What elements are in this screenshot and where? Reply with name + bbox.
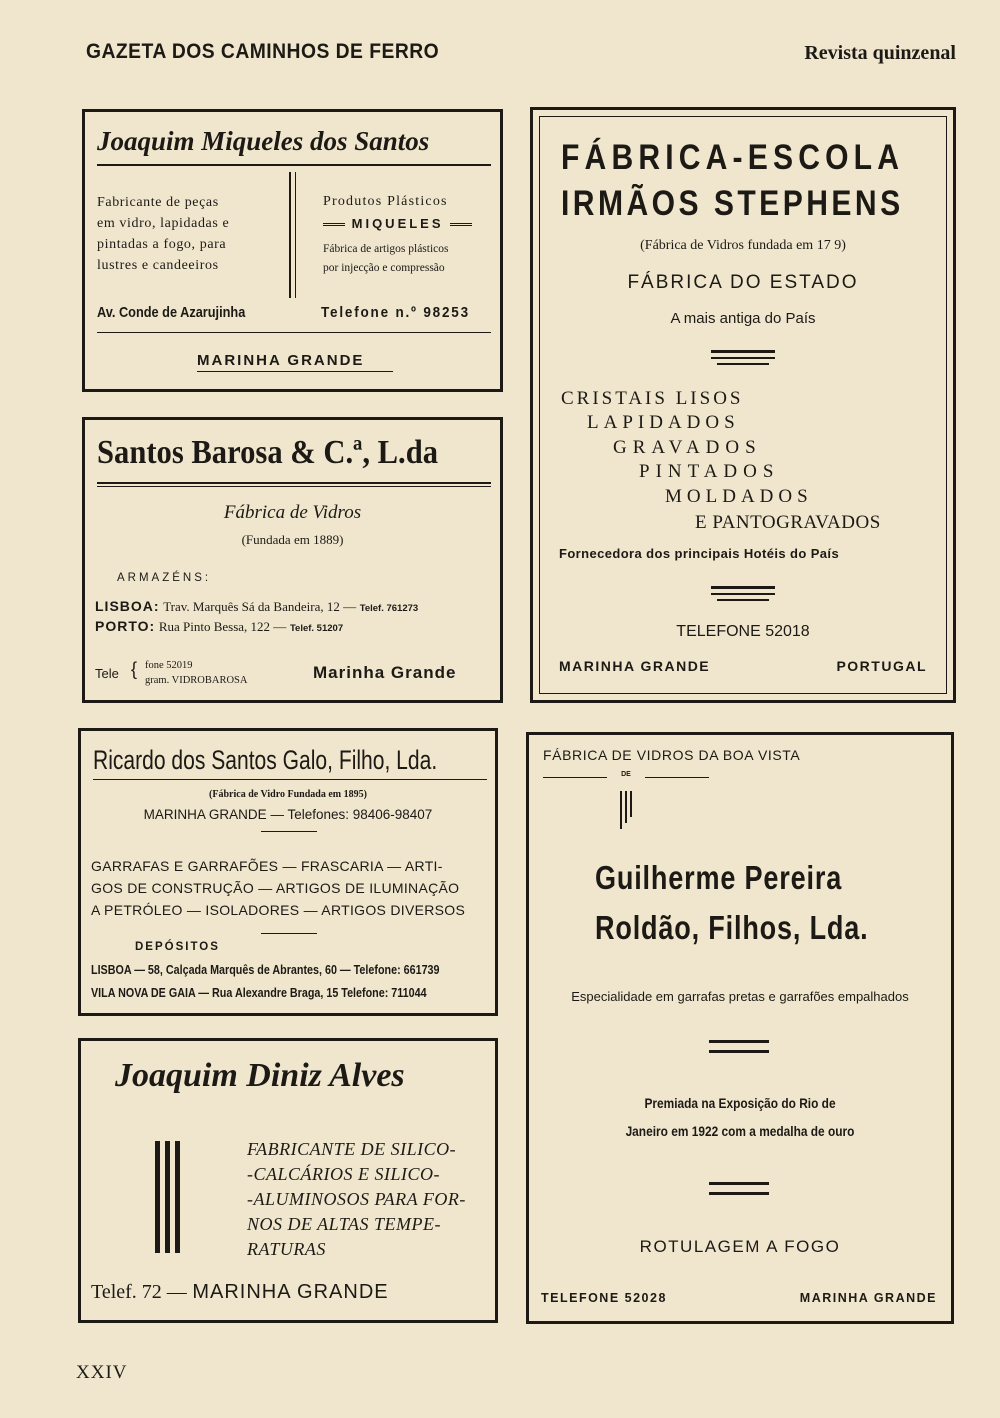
ad-joaquim-diniz-alves [78, 1038, 498, 1323]
ad-product-3: GRAVADOS [613, 437, 762, 458]
ad-name-line1: Guilherme Pereira [595, 859, 843, 896]
ad-founded: (Fundada em 1889) [241, 532, 344, 547]
ad-product-heading: Produtos Plásticos [323, 194, 448, 209]
bar-ornament [165, 1141, 170, 1253]
ornament-rule [709, 1050, 769, 1053]
ad-labeling: ROTULAGEM A FOGO [639, 1237, 841, 1256]
ornament-rule [711, 350, 775, 353]
divider [93, 779, 487, 780]
ad-award-line1: Premiada na Exposição do Rio de [644, 1095, 836, 1111]
ad-title-line1: FÁBRICA-ESCOLA [561, 138, 905, 177]
ad-product-6: E PANTOGRAVADOS [695, 512, 881, 533]
ad-address: Av. Conde de Azarujinha [97, 304, 246, 321]
ornament-rule [711, 593, 775, 595]
ad-product-4: PINTADOS [639, 461, 780, 482]
ad-warehouses-label: ARMAZÉNS: [117, 572, 212, 584]
ornament-rule [711, 586, 775, 589]
ornament-rule [711, 357, 775, 359]
short-rule [261, 831, 317, 832]
ad-name-line2: Roldão, Filhos, Lda. [595, 909, 869, 946]
ad-description: FABRICANTE DE SILICO- -CALCÁRIOS E SILICO- -ALUMINOSOS PARA FOR- NOS DE ALTAS TEMPE- RATURAS [247, 1139, 466, 1259]
ad-de: DE [621, 771, 631, 778]
ornament-rule [709, 1192, 769, 1195]
running-header-title: GAZETA DOS CAMINHOS DE FERRO [86, 40, 440, 63]
ad-location: MARINHA GRANDE [799, 1291, 937, 1305]
ad-phone: TELEFONE 52028 [541, 1291, 667, 1305]
ornament-rule [717, 363, 769, 365]
short-rule [261, 933, 317, 934]
ornament-rule [717, 599, 769, 601]
ad-footer: Telef. 72 — MARINHA GRANDE [91, 1281, 389, 1303]
ad-phone: TELEFONE 52018 [676, 623, 810, 640]
ad-santos-barosa [82, 417, 503, 703]
bar-ornament [175, 1141, 180, 1253]
ad-porto-line: PORTO: Rua Pinto Bessa, 122 — Telef. 51207 [95, 618, 344, 634]
divider [97, 486, 491, 487]
ad-product-1: CRISTAIS LISOS [561, 388, 744, 409]
ad-top-line: FÁBRICA DE VIDROS DA BOA VISTA [543, 747, 801, 763]
ad-product-2: LAPIDADOS [587, 412, 740, 433]
ad-founded: (Fábrica de Vidros fundada em 17 9) [640, 238, 846, 253]
underline [197, 371, 393, 372]
ad-products: GARRAFAS E GARRAFÕES — FRASCARIA — ARTI- GOS DE CONSTRUÇÃO — ARTIGOS DE ILUMINAÇÃO A PETRÓLEO — ISOLADORES — ARTIGOS DIVERSOS [91, 858, 466, 918]
bar-ornament [155, 1141, 160, 1253]
line-ornament [630, 791, 632, 817]
ad-tele-label: Tele [95, 666, 119, 681]
running-header-subtitle: Revista quinzenal [804, 42, 956, 64]
short-rule [645, 777, 709, 778]
ad-guilherme-pereira-roldao [526, 732, 954, 1324]
ad-product-5: MOLDADOS [665, 486, 813, 507]
ad-country: PORTUGAL [836, 658, 927, 674]
page-number: XXIV [76, 1362, 128, 1383]
line-ornament [620, 791, 622, 829]
ad-title: Ricardo dos Santos Galo, Filho, Lda. [93, 745, 438, 775]
ad-supplier: Fornecedora dos principais Hotéis do País [559, 546, 840, 561]
divider [97, 332, 491, 333]
ad-brand: MIQUELES [323, 216, 472, 231]
ad-founded: (Fábrica de Vidro Fundada em 1895) [209, 789, 367, 800]
ad-state: FÁBRICA DO ESTADO [627, 272, 859, 293]
ad-title: Joaquim Diniz Alves [115, 1057, 405, 1094]
ad-title: Santos Barosa & C.ª, L.da [97, 434, 439, 471]
ad-subtitle: Fábrica de Vidros [223, 502, 362, 523]
column-divider [289, 172, 291, 298]
ad-joaquim-miqueles [82, 109, 503, 392]
divider [97, 164, 491, 166]
ad-phones: MARINHA GRANDE — Telefones: 98406-98407 [143, 807, 433, 822]
ad-specialty: Especialidade em garrafas pretas e garrafões empalhados [571, 989, 909, 1004]
ad-tele-values: fone 52019 gram. VIDROBAROSA [145, 660, 248, 686]
divider [97, 482, 491, 484]
ad-description: Fabricante de peças em vidro, lapidadas e pintadas a fogo, para lustres e candeeiros [97, 195, 230, 273]
ad-gaia-line: VILA NOVA DE GAIA — Rua Alexandre Braga, 15 Telefone: 711044 [91, 986, 427, 1000]
brace-icon: { [131, 659, 138, 679]
ad-ricardo-dos-santos-galo [78, 728, 498, 1016]
ad-location: MARINHA GRANDE [197, 352, 365, 369]
ad-lisboa-line: LISBOA: Trav. Marquês Sá da Bandeira, 12 — Telef. 761273 [95, 598, 419, 614]
ad-location: MARINHA GRANDE [559, 658, 711, 674]
ad-deposits-label: DEPÓSITOS [135, 941, 220, 953]
ad-phone: Telefone n.º 98253 [321, 304, 470, 321]
ad-title: Joaquim Miqueles dos Santos [97, 126, 430, 156]
ad-award-line2: Janeiro em 1922 com a medalha de ouro [625, 1123, 855, 1139]
ornament-rule [709, 1040, 769, 1043]
short-rule [543, 777, 607, 778]
ad-title-line2: IRMÃOS STEPHENS [561, 184, 904, 223]
ad-lisboa-line: LISBOA — 58, Calçada Marquês de Abrantes, 60 — Telefone: 661739 [91, 963, 440, 977]
ad-product-text: Fábrica de artigos plásticos por injecção e compressão [323, 243, 449, 274]
line-ornament [625, 791, 627, 823]
ad-oldest: A mais antiga do País [670, 310, 816, 327]
ornament-rule [709, 1182, 769, 1185]
column-divider [295, 172, 296, 298]
ad-location: Marinha Grande [313, 663, 457, 682]
ad-fabrica-escola-irmaos-stephens [530, 107, 956, 703]
